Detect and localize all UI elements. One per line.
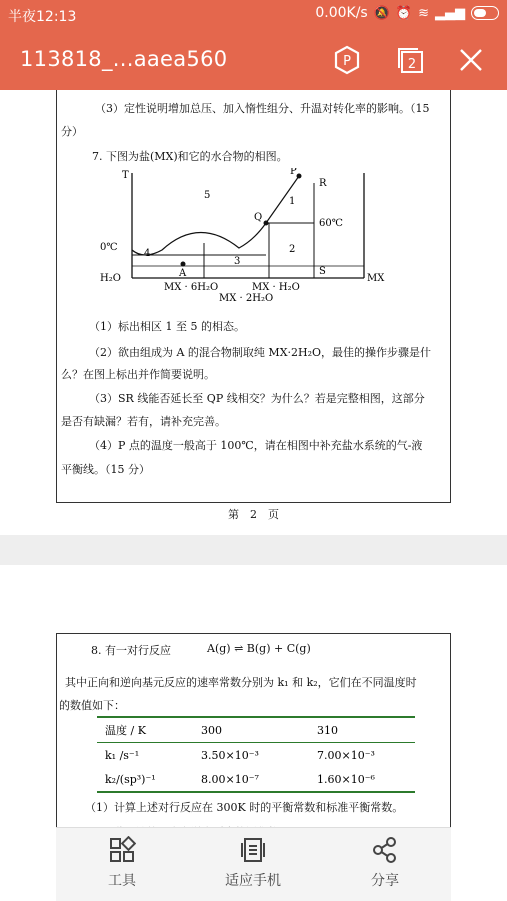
fit-label: 适应手机 [225,873,281,889]
app-bar [0,30,507,90]
table-cell: 3.50×10⁻³ [201,748,259,762]
label-P: P [290,168,297,177]
region-5: 5 [204,190,211,201]
label-S: S [319,266,326,277]
label-H2O: H₂O [100,273,121,284]
grid-icon [108,836,136,864]
region-1: 1 [289,196,296,207]
label-Q: Q [254,212,263,223]
label-comp3: MX · 2H₂O [219,293,274,304]
status-time: 半夜12:13 [8,9,77,25]
label-R: R [319,178,327,189]
page-separator [0,535,507,565]
text-line: （1）计算上述对行反应在 300K 时的平衡常数和标准平衡常数。 [85,801,404,814]
label-MX: MX [367,273,385,284]
text-line: 是否有缺漏？若有，请补充完善。 [61,415,226,428]
page-number: 第 2 页 [228,508,279,521]
status-bar [0,0,507,30]
document-page-1 [56,90,451,503]
share-label: 分享 [371,873,399,889]
bottom-toolbar [56,827,451,901]
region-2: 2 [289,244,296,255]
document-title: 113818_...aaea560 [20,47,228,71]
badge-icon[interactable] [331,44,363,76]
table-cell: k₁ /s⁻¹ [105,748,140,762]
pages-icon[interactable] [394,44,426,76]
label-0C: 0℃ [100,242,118,253]
table-cell: 8.00×10⁻⁷ [193,767,309,792]
table-cell: 7.00×10⁻³ [317,748,375,762]
text-line: （3）SR 线能否延长至 QP 线相交？为什么？若是完整相图，这部分 [89,392,425,405]
wifi-icon: ≋ [418,5,429,21]
text-line: （4）P 点的温度一般高于 100℃，请在相图中补充盐水系统的气-液 [89,439,423,452]
fit-phone-button[interactable] [203,836,303,890]
label-A: A [179,268,187,279]
mute-icon: 🔕 [373,5,390,21]
text-line: （3）定性说明增加总压、加入惰性组分、升温对转化率的影响。（15 [95,102,430,115]
network-speed: 0.00K/s [315,5,368,21]
document-page-2 [56,633,451,845]
battery-icon [471,6,499,20]
table-header: 300 [193,717,309,743]
text-line: （1）标出相区 1 至 5 的相态。 [89,320,245,333]
text-line: 其中正向和逆向基元反应的速率常数分别为 k₁ 和 k₂，它们在不同温度时 [65,676,417,689]
text-line: 分） [61,125,83,138]
phase-diagram [94,168,394,308]
tools-button[interactable] [72,836,172,890]
label-T: T [122,170,129,181]
share-button[interactable] [335,836,435,890]
share-icon [371,836,399,864]
label-comp1: MX · 6H₂O [164,282,219,293]
question-title: 7. 下图为盐(MX)和它的水合物的相图。 [92,150,288,163]
label-comp2: MX · H₂O [252,282,300,293]
close-icon[interactable] [455,44,487,76]
region-4: 4 [144,248,151,259]
table-header: 310 [309,717,415,743]
signal-icon: ▂▄▆ [435,5,465,21]
text-line: （2）欲由组成为 A 的混合物制取纯 MX·2H₂O，最佳的操作步骤是什 [89,346,432,359]
document-icon [239,836,267,864]
status-icons [315,5,499,21]
tools-label: 工具 [108,873,136,889]
region-3: 3 [234,256,241,267]
text-line: 的数值如下： [59,699,125,712]
table-header: 温度 / K [97,717,193,743]
table-cell: k₂/(sp³)⁻¹ [97,767,193,792]
alarm-icon: ⏰ [395,5,413,21]
text-line: 平衡线。（15 分） [61,463,150,476]
table-cell: 1.60×10⁻⁶ [309,767,415,792]
label-60C: 60℃ [319,218,343,229]
text-line: 么？在图上标出并作简要说明。 [61,368,215,381]
svg-text:P: P [343,54,351,69]
rate-table [97,716,415,793]
svg-text:2: 2 [407,57,417,72]
question-title: 8. 有一对行反应 [91,644,171,657]
reaction-equation: A(g) ⇌ B(g) + C(g) [207,642,311,655]
